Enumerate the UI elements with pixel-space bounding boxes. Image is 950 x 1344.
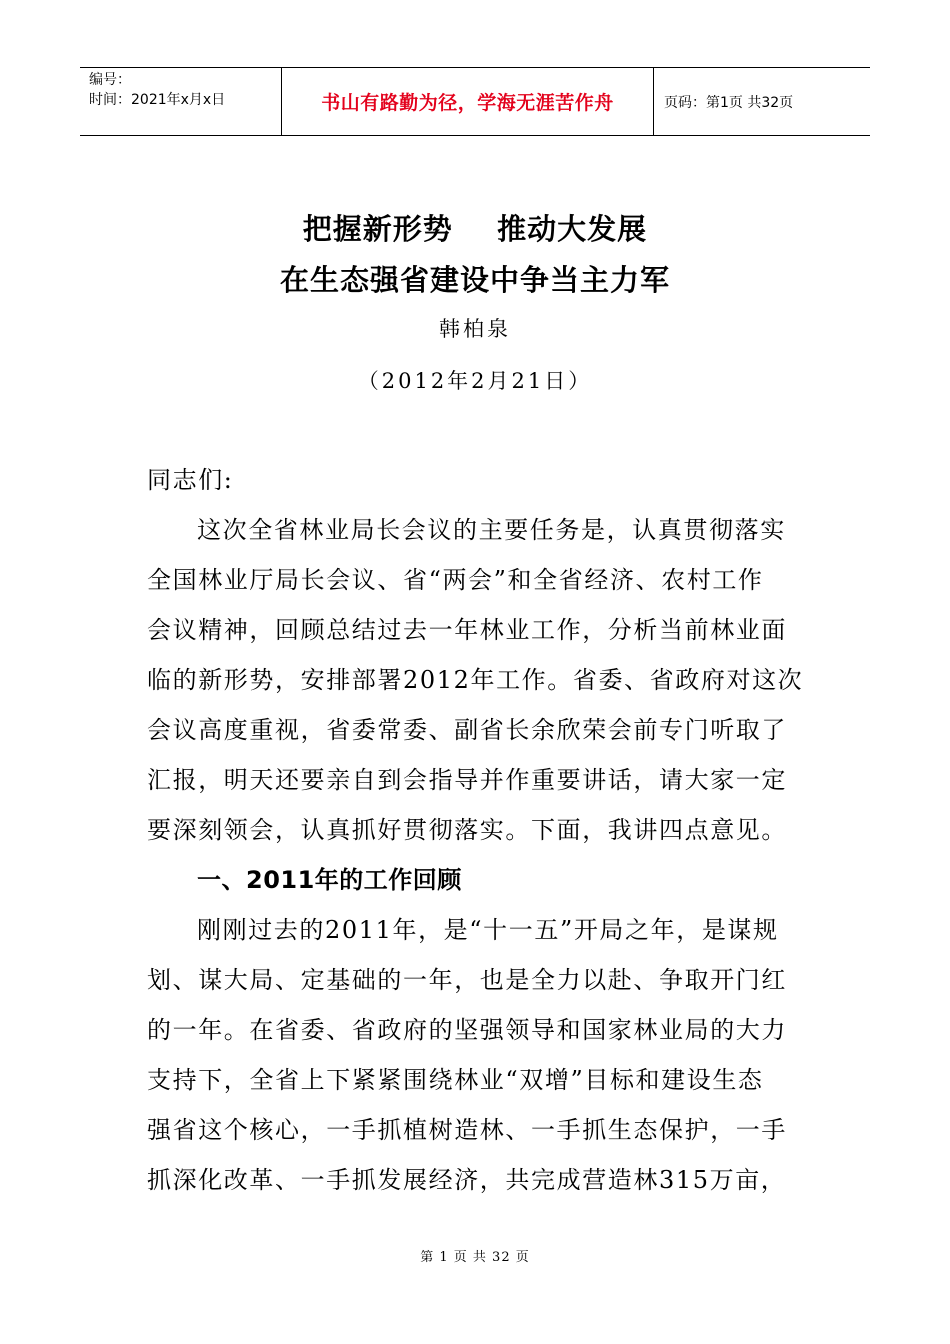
paragraph-line: 要深刻领会，认真抓好贯彻落实。下面，我讲四点意见。 [147, 816, 787, 844]
page-header [80, 67, 870, 136]
time-label: 时间：2021年x月x日 [89, 92, 226, 108]
paragraph-line: 汇报，明天还要亲自到会指导并作重要讲话，请大家一定 [147, 766, 787, 794]
document-date: （2012年2月21日） [357, 369, 593, 393]
page-info: 页码：第1页 共32页 [664, 94, 794, 111]
paragraph-line: 临的新形势，安排部署2012年工作。省委、省政府对这次 [147, 666, 804, 694]
document-title-line2: 在生态强省建设中争当主力军 [279, 263, 670, 297]
salutation: 同志们: [147, 466, 234, 494]
header-page-cell [654, 68, 870, 135]
motto-text: 书山有路勤为径，学海无涯苦作舟 [321, 92, 614, 114]
paragraph-line: 抓深化改革、一手抓发展经济，共完成营造林315万亩， [147, 1166, 787, 1194]
paragraph-2 [147, 905, 807, 1205]
document-author: 韩柏泉 [439, 317, 511, 341]
document-body [147, 455, 807, 1205]
paragraph-line: 会议精神，回顾总结过去一年林业工作，分析当前林业面 [147, 616, 787, 644]
header-motto-cell [282, 68, 654, 135]
paragraph-1 [147, 505, 807, 855]
page-footer: 第 1 页 共 32 页 [420, 1250, 530, 1265]
paragraph-line: 支持下，全省上下紧紧围绕林业“双增”目标和建设生态 [147, 1066, 764, 1094]
paragraph-line: 刚刚过去的2011年，是“十一五”开局之年，是谋规 [197, 916, 779, 944]
section-heading: 一、2011年的工作回顾 [197, 866, 462, 894]
header-meta-cell [80, 68, 282, 135]
paragraph-line: 全国林业厅局长会议、省“两会”和全省经济、农村工作 [147, 566, 764, 594]
paragraph-line: 划、谋大局、定基础的一年，也是全力以赴、争取开门红 [147, 966, 787, 994]
number-label: 编号： [89, 72, 131, 88]
paragraph-line: 的一年。在省委、省政府的坚强领导和国家林业局的大力 [147, 1016, 787, 1044]
paragraph-line: 强省这个核心，一手抓植树造林、一手抓生态保护，一手 [147, 1116, 787, 1144]
document-title-line1: 把握新形势 推动大发展 [302, 212, 648, 246]
paragraph-line: 这次全省林业局长会议的主要任务是，认真贯彻落实 [197, 516, 786, 544]
paragraph-line: 会议高度重视，省委常委、副省长余欣荣会前专门听取了 [147, 716, 787, 744]
